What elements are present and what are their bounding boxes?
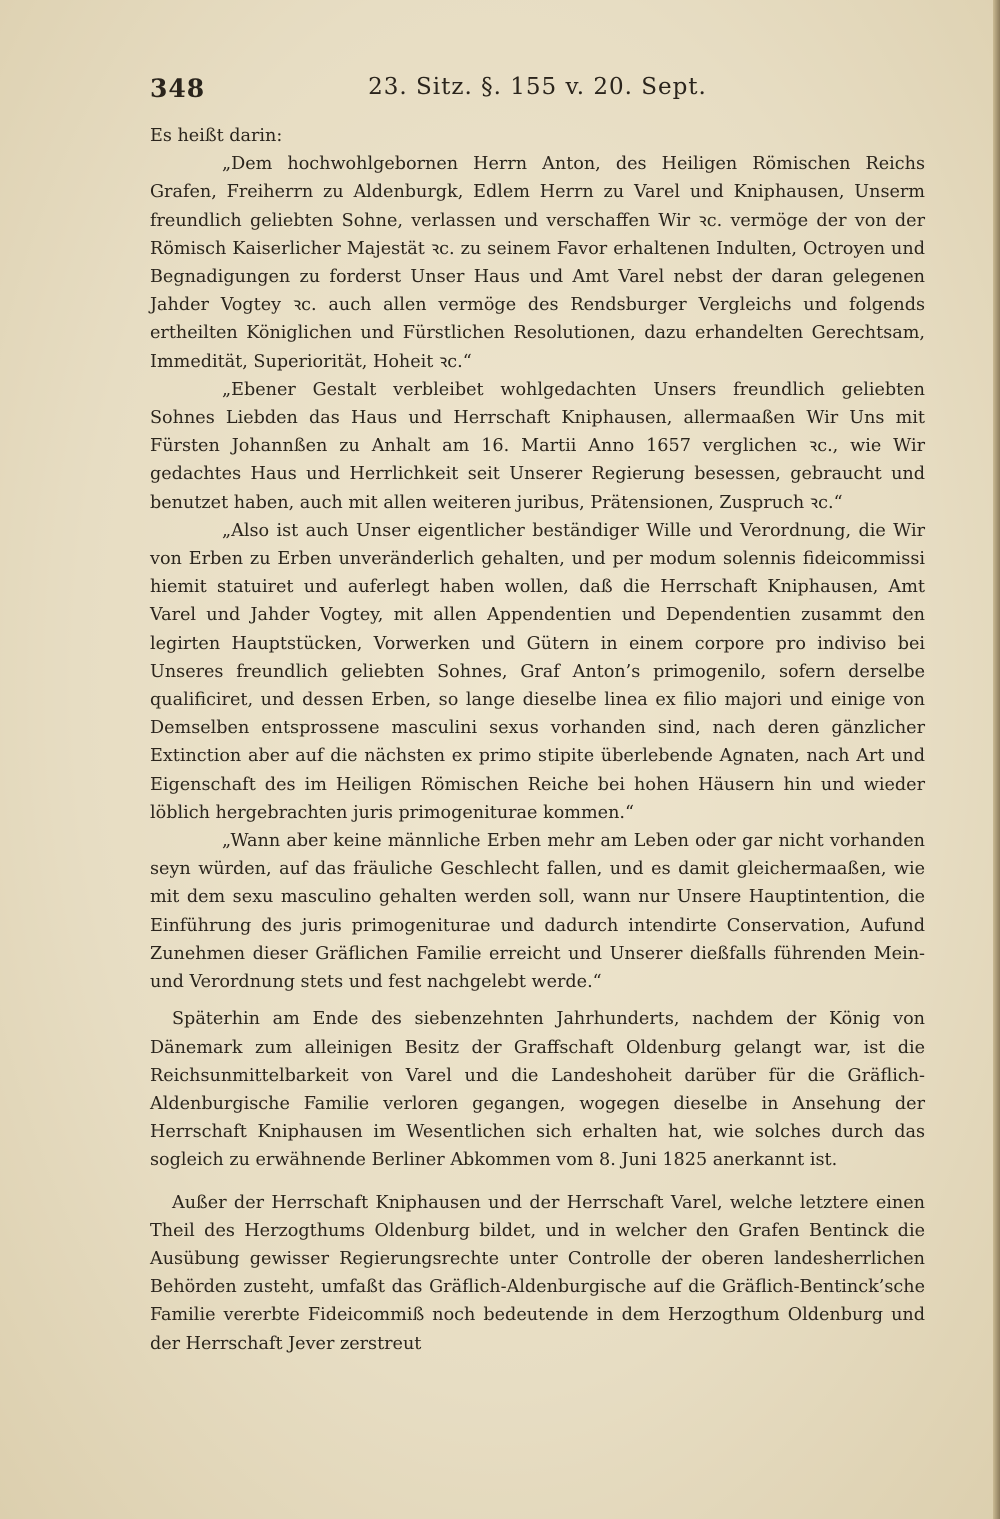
body-paragraph-2: Außer der Herrschaft Kniphausen und der Herrschaft Varel, welche letztere einen Theil des Herzogthums Oldenburg bildet, und in welcher den Grafen Bentinck die Ausübung gewisser Regierungsrechte unter Controlle der oberen landesherrlichen Behörden zusteht, umfaßt das Gräflich-Aldenburgische auf die Gräflich-Bentinck’sche Familie vererbte Fideicommiß noch bedeutende in dem Herzogthum Oldenburg und der Herrschaft Jever zerstreut [150, 1192, 925, 1354]
quote-paragraph-4: „Wann aber keine männliche Erben mehr am Leben oder gar nicht vorhanden seyn würden, auf das fräuliche Geschlecht fallen, und es damit gleichermaaßen, wie mit dem sexu masculino gehalten werden soll, wann nur Unsere Hauptintention, die Einführung des juris primogeniturae und dadurch intendirte Conservation, Aufund Zunehmen dieser Gräflichen Familie erreicht und Unserer dießfalls führenden Mein- und Verordnung stets und fest nachgelebt werde.“ [150, 831, 925, 993]
page-number: 348 [150, 74, 206, 103]
intro-line: Es heißt darin: [150, 126, 283, 146]
body-paragraph-1: Späterhin am Ende des siebenzehnten Jahrhunderts, nachdem der König von Dänemark zum alleinigen Besitz der Graffschaft Oldenburg gelangt war, ist die Reichsunmittelbarkeit von Varel und die Landeshoheit darüber für die Gräflich-Aldenburgische Familie verloren gegangen, wogegen dieselbe in Ansehung der Herrschaft Kniphausen im Wesentlichen sich erhalten hat, wie solches durch das sogleich zu erwähnende Berliner Abkommen vom 8. Juni 1825 anerkannt ist. [150, 1009, 925, 1171]
page-header [150, 74, 925, 108]
quote-paragraph-1: „Dem hochwohlgebornen Herrn Anton, des Heiligen Römischen Reichs Grafen, Freiherrn zu Aldenburgk, Edlem Herrn zu Varel und Kniphausen, Unserm freundlich geliebten Sohne, verlassen und verschaffen Wir ꝛc. vermöge der von der Römisch Kaiserlicher Majestät ꝛc. zu seinem Favor erhaltenen Indulten, Octroyen und Begnadigungen zu forderst Unser Haus und Amt Varel nebst der daran gelegenen Jahder Vogtey ꝛc. auch allen vermöge des Rendsburger Vergleichs und folgends ertheilten Königlichen und Fürstlichen Resolutionen, dazu erhandelten Gerechtsam, Immedität, Superiorität, Hoheit ꝛc.“ [150, 154, 925, 372]
page-edge-shadow [993, 0, 1000, 1519]
quote-paragraph-2: „Ebener Gestalt verbleibet wohlgedachten Unsers freundlich geliebten Sohnes Liebden das Haus und Herrschaft Kniphausen, allermaaßen Wir Uns mit Fürsten Johannßen zu Anhalt am 16. Martii Anno 1657 verglichen ꝛc., wie Wir gedachtes Haus und Herrlichkeit seit Unserer Regierung besessen, gebraucht und benutzet haben, auch mit allen weiteren juribus, Prätensionen, Zuspruch ꝛc.“ [150, 379, 925, 513]
running-head: 23. Sitz. §. 155 v. 20. Sept. [368, 74, 707, 100]
body-text [150, 122, 925, 1358]
quote-paragraph-3: „Also ist auch Unser eigentlicher beständiger Wille und Verordnung, die Wir von Erben zu Erben unveränderlich gehalten, und per modum solennis fideicommissi hiemit statuiret und auferlegt haben wollen, daß die Herrschaft Kniphausen, Amt Varel und Jahder Vogtey, mit allen Appendentien und Dependentien zusammt den legirten Hauptstücken, Vorwerken und Gütern in einem corpore pro indiviso bei Unseres freundlich geliebten Sohnes, Graf Anton’s primogenilo, sofern derselbe qualificiret, und dessen Erben, so lange dieselbe linea ex filio majori und einige von Demselben entsprossene masculini sexus vorhanden sind, nach deren gänzlicher Extinction aber auf die nächsten ex primo stipite überlebende Agnaten, nach Art und Eigenschaft des im Heiligen Römischen Reiche bei hohen Häusern hin und wieder löblich hergebrachten juris primogenituraе kommen.“ [150, 520, 925, 823]
